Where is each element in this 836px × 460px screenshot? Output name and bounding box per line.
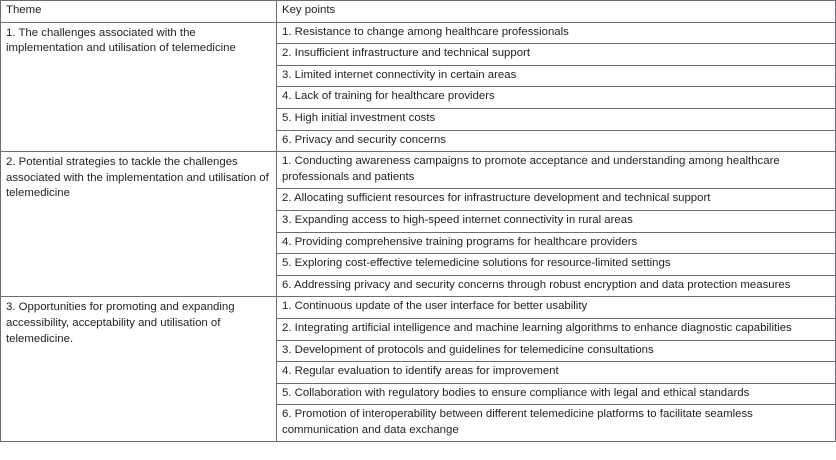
- key-point-cell: 5. Collaboration with regulatory bodies to ensure compliance with legal and ethical standards: [277, 383, 836, 405]
- theme-cell-2: 2. Potential strategies to tackle the challenges associated with the implementation and utilisation of telemedicine: [1, 152, 277, 297]
- key-point-cell: 6. Privacy and security concerns: [277, 130, 836, 152]
- header-row: [1, 1, 836, 23]
- key-point-cell: 1. Resistance to change among healthcare professionals: [277, 22, 836, 44]
- table-row: [1, 297, 836, 319]
- key-point-cell: 3. Limited internet connectivity in certain areas: [277, 65, 836, 87]
- key-point-cell: 3. Development of protocols and guidelines for telemedicine consultations: [277, 340, 836, 362]
- key-point-cell: 2. Allocating sufficient resources for infrastructure development and technical support: [277, 189, 836, 211]
- key-point-cell: 5. High initial investment costs: [277, 108, 836, 130]
- key-point-cell: 4. Providing comprehensive training programs for healthcare providers: [277, 232, 836, 254]
- table-row: [1, 22, 836, 44]
- key-point-cell: 4. Regular evaluation to identify areas for improvement: [277, 362, 836, 384]
- key-point-cell: 6. Addressing privacy and security concerns through robust encryption and data protection measures: [277, 275, 836, 297]
- theme-cell-1: 1. The challenges associated with the implementation and utilisation of telemedicine: [1, 22, 277, 152]
- theme-cell-3: 3. Opportunities for promoting and expanding accessibility, acceptability and utilisation of telemedicine.: [1, 297, 277, 442]
- key-point-cell: 2. Insufficient infrastructure and technical support: [277, 44, 836, 66]
- key-point-cell: 2. Integrating artificial intelligence and machine learning algorithms to enhance diagnostic capabilities: [277, 318, 836, 340]
- header-key-points: Key points: [277, 1, 836, 23]
- key-point-cell: 1. Conducting awareness campaigns to promote acceptance and understanding among healthcare professionals and patients: [277, 152, 836, 189]
- key-point-cell: 4. Lack of training for healthcare providers: [277, 87, 836, 109]
- key-point-cell: 6. Promotion of interoperability between different telemedicine platforms to facilitate seamless communication and data exchange: [277, 405, 836, 442]
- key-point-cell: 5. Exploring cost-effective telemedicine solutions for resource-limited settings: [277, 254, 836, 276]
- key-point-cell: 3. Expanding access to high-speed internet connectivity in rural areas: [277, 210, 836, 232]
- key-point-cell: 1. Continuous update of the user interface for better usability: [277, 297, 836, 319]
- table-row: [1, 152, 836, 189]
- header-theme: Theme: [1, 1, 277, 23]
